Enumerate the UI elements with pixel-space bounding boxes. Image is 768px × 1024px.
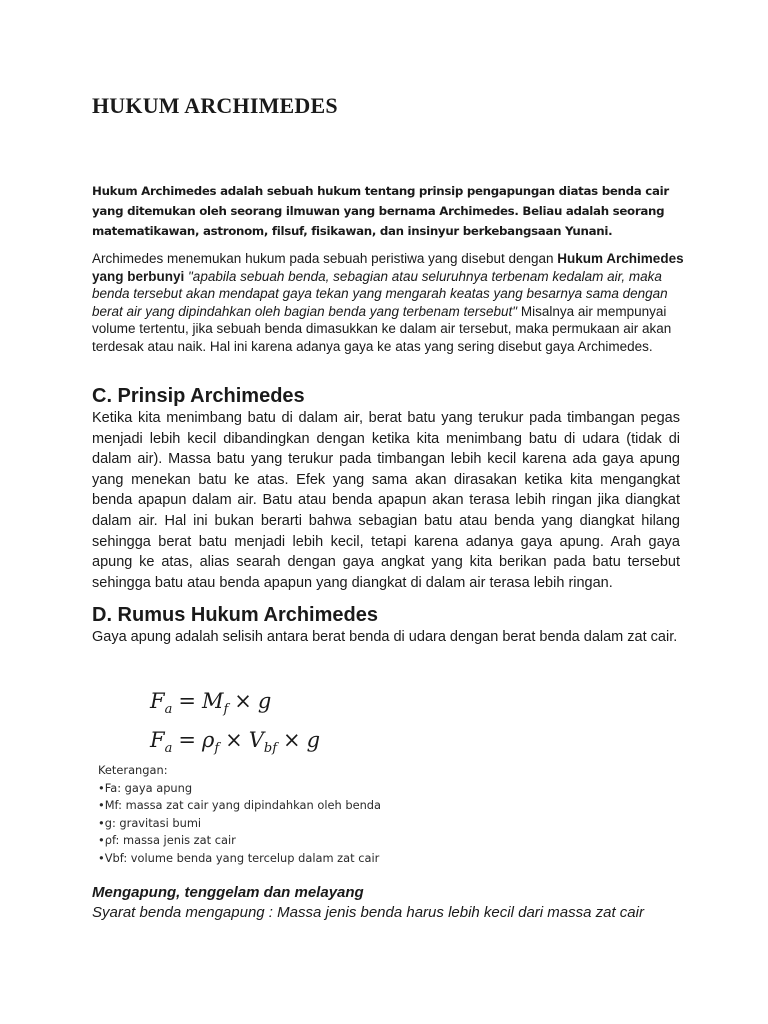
legend-item: • Vbf: volume benda yang tercelup dalam zat cair bbox=[98, 850, 498, 868]
legend-item: • Fa: gaya apung bbox=[98, 780, 498, 798]
legend-list bbox=[98, 780, 498, 868]
intro-text-1: Hukum Archimedes adalah sebuah hukum tentang prinsip pengapungan diatas benda cair yang ditemukan oleh seorang ilmuwan yang bernama bbox=[92, 184, 669, 218]
section-d-heading: D. Rumus Hukum Archimedes bbox=[92, 604, 378, 626]
section-c-body: Ketika kita menimbang batu di dalam air, berat batu yang terukur pada timbangan pegas menjadi lebih kecil dibandingkan dengan ketika kita menimbang batu di udara (tidak di dalam air). Massa batu yang terukur pada timbangan lebih kecil karena ada gaya apung yang menekan batu ke atas. Efek yang sama akan dirasakan ketika kita mengangkat benda apapun dalam air. Batu atau benda apapun akan terasa lebih ringan jika diangkat dalam air. Hal ini bukan berarti bahwa sebagian batu atau benda yang diangkat hilang sehingga berat batu menjadi lebih kecil, tetapi karena adanya gaya apung. Arah gaya apung ke atas, alias searah dengan gaya angkat yang kita berikan pada batu tersebut sehingga batu atau benda apapun yang diangkat di dalam air terasa lebih ringan. bbox=[92, 410, 680, 591]
intro-text-2: Beliau adalah seorang matematikawan, astronom, filsuf, fisikawan, dan insinyur berkebangsaan Yunani. bbox=[92, 204, 665, 238]
intro-bold-archimedes: Archimedes. bbox=[439, 204, 519, 218]
formula-buoyancy-density: $F_a = \rho_f \times V_{bf} \times g$ bbox=[150, 728, 321, 757]
formula-legend bbox=[98, 762, 498, 867]
document-title: HUKUM ARCHIMEDES bbox=[92, 93, 338, 118]
legend-item: • g: gravitasi bumi bbox=[98, 815, 498, 833]
floating-sinking-heading: Mengapung, tenggelam dan melayang bbox=[92, 884, 364, 901]
formula-buoyancy-mass: $F_a = M_f \times g$ bbox=[150, 689, 272, 718]
section-d-body: Gaya apung adalah selisih antara berat benda di udara dengan berat benda dalam zat cair. bbox=[92, 629, 678, 645]
legend-item: • Mf: massa zat cair yang dipindahkan oleh benda bbox=[98, 797, 498, 815]
legend-item: • ρf: massa jenis zat cair bbox=[98, 832, 498, 850]
para1-quote: "apabila sebuah benda, sebagian atau seluruhnya terbenam kedalam air, maka benda tersebut akan mendapat gaya tekan yang mengarah keatas yang besarnya sama dengan berat air yang dipindahkan oleh bagian benda yang terbenam tersebut" bbox=[92, 268, 668, 319]
archimedes-law-paragraph bbox=[92, 250, 684, 355]
floating-condition: Syarat benda mengapung : Massa jenis benda harus lebih kecil dari massa zat cair bbox=[92, 904, 644, 921]
para1-text-1: Archimedes menemukan hukum pada sebuah peristiwa yang disebut dengan bbox=[92, 251, 558, 266]
para1-text-2: Misalnya air mempunyai volume tertentu, jika sebuah benda dimasukkan ke dalam air tersebut, maka permukaan air akan terdesak atau naik. Hal ini karena adanya gaya ke atas yang sering disebut gaya Archimedes. bbox=[92, 303, 672, 354]
legend-heading: Keterangan: bbox=[98, 763, 168, 777]
intro-paragraph bbox=[92, 181, 692, 241]
section-c-heading: C. Prinsip Archimedes bbox=[92, 385, 305, 407]
para1-bold: Hukum Archimedes yang berbunyi bbox=[92, 251, 684, 284]
